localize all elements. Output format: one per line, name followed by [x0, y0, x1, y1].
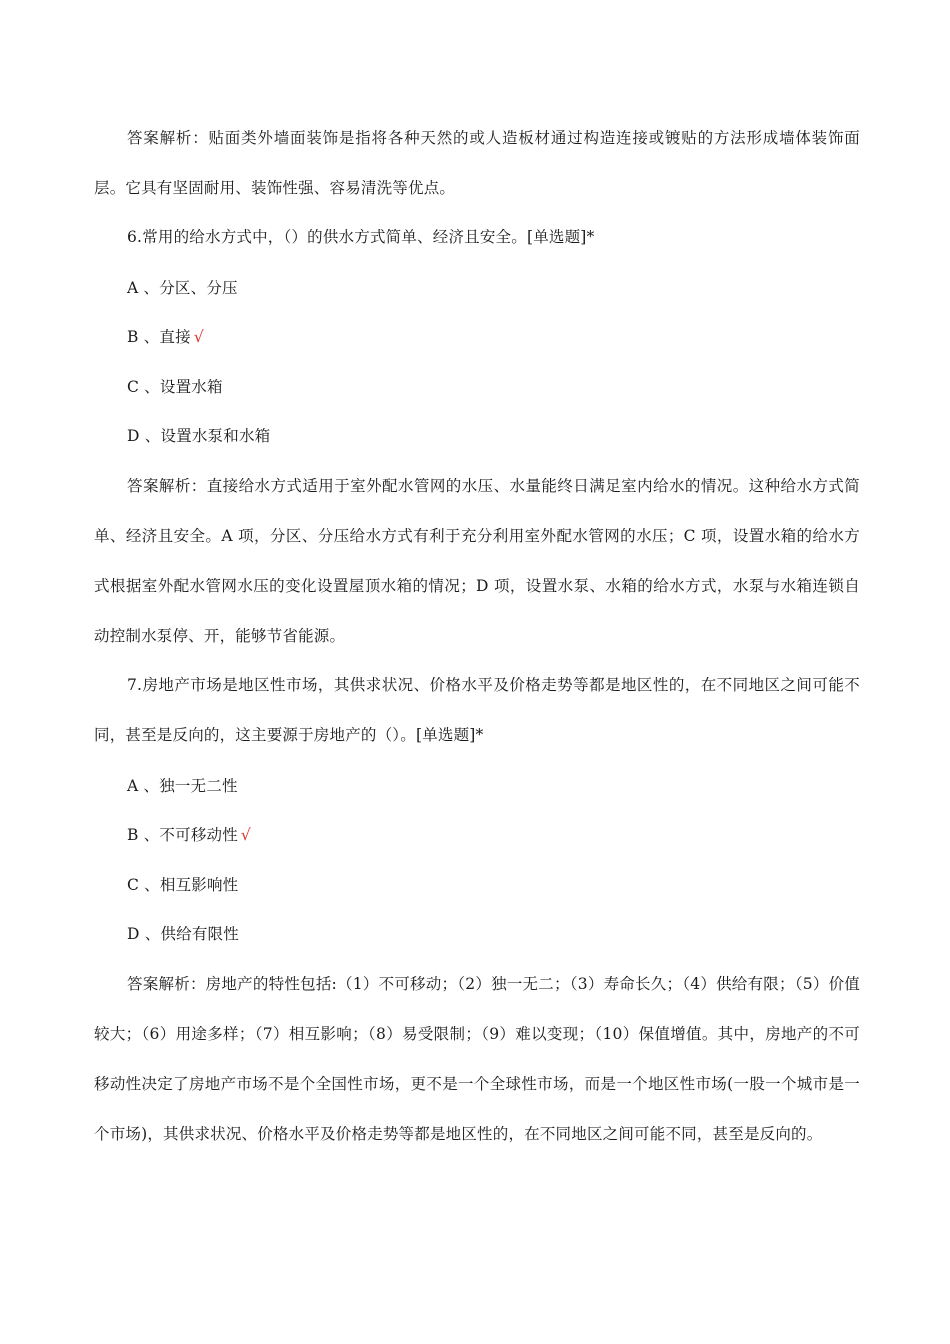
q6-option-b[interactable] — [127, 326, 204, 348]
option-label: A 、分区、分压 — [127, 279, 238, 297]
q6-question: 6.常用的给水方式中，（）的供水方式简单、经济且安全。[单选题]* — [127, 228, 595, 246]
option-label: A 、独一无二性 — [127, 777, 238, 795]
q7-option-c[interactable] — [127, 874, 241, 896]
option-label: C 、设置水箱 — [127, 378, 223, 396]
option-label: B 、不可移动性 — [127, 826, 238, 844]
check-icon: √ — [240, 826, 251, 844]
q7-option-a[interactable] — [127, 775, 241, 797]
option-label: D 、设置水泵和水箱 — [127, 427, 271, 445]
option-label: C 、相互影响性 — [127, 876, 239, 894]
q7-question: 7.房地产市场是地区性市场，其供求状况、价格水平及价格走势等都是地区性的，在不同地区之间可能不同，甚至是反向的，这主要源于房地产的（）。[单选题]* — [94, 676, 860, 744]
q5-analysis: 答案解析：贴面类外墙面装饰是指将各种天然的或人造板材通过构造连接或镀贴的方法形成墙体装饰面层。它具有坚固耐用、装饰性强、容易清洗等优点。 — [94, 129, 860, 197]
q7-option-d[interactable] — [127, 923, 242, 945]
q6-option-c[interactable] — [127, 376, 226, 398]
option-label: B 、直接 — [127, 328, 191, 346]
check-icon: √ — [193, 328, 204, 346]
option-label: D 、供给有限性 — [127, 925, 239, 943]
q6-option-d[interactable] — [127, 425, 273, 447]
q6-analysis: 答案解析：直接给水方式适用于室外配水管网的水压、水量能终日满足室内给水的情况。这种给水方式简单、经济且安全。A 项，分区、分压给水方式有利于充分利用室外配水管网的水压；C 项，设置水箱的给水方式根据室外配水管网水压的变化设置屋顶水箱的情况；D 项，设置水泵、水箱的给水方式，水泵与水箱连锁自动控制水泵停、开，能够节省能源。 — [94, 477, 860, 645]
q6-option-a[interactable] — [127, 277, 241, 299]
q7-analysis: 答案解析：房地产的特性包括:（1）不可移动；（2）独一无二；（3）寿命长久；（4）供给有限；（5）价值较大；（6）用途多样；（7）相互影响；（8）易受限制；（9）难以变现；（10）保值增值。其中，房地产的不可移动性决定了房地产市场不是个全国性市场，更不是一个全球性市场，而是一个地区性市场(一股一个城市是一个市场)，其供求状况、价格水平及价格走势等都是地区性的，在不同地区之间可能不同，甚至是反向的。 — [94, 975, 860, 1143]
q7-option-b[interactable] — [127, 824, 251, 846]
